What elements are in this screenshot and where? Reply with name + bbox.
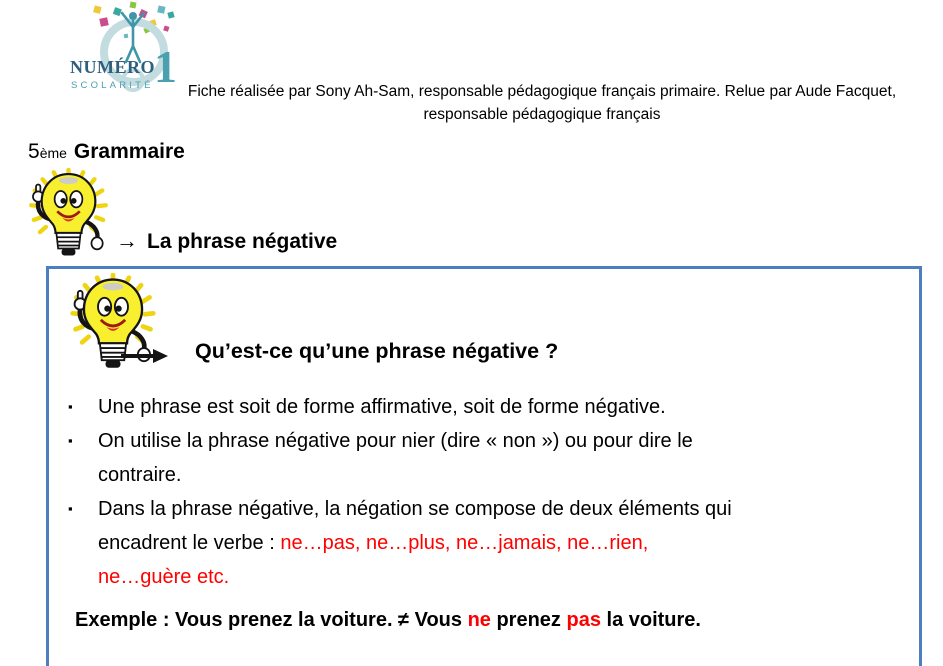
bullet-text — [98, 424, 905, 492]
bullet-text — [98, 492, 905, 594]
logo-brand-name: NUMÉRO — [70, 57, 155, 77]
bullet-text-line — [98, 560, 905, 594]
text-segment: Dans la phrase négative, la négation se compose de deux éléments qui — [98, 498, 732, 520]
arrow-right-icon: → — [116, 228, 138, 253]
credit-line: Fiche réalisée par Sony Ah-Sam, responsable pédagogique français primaire. Relue par Aude Facquet, responsable pédagogique français — [187, 83, 897, 123]
lightbulb-mascot-icon — [25, 168, 112, 265]
text-segment: On utilise la phrase négative pour nier (dire « non ») ou pour dire le — [98, 430, 693, 452]
bullet-marker-icon: ▪ — [68, 433, 73, 448]
lesson-title — [116, 228, 337, 254]
bullet-text-line — [98, 424, 905, 458]
negation-term: pas — [566, 609, 601, 631]
text-segment: la voiture. — [600, 609, 701, 631]
box-title: Qu’est-ce qu’une phrase négative ? — [195, 339, 559, 363]
grade-number: 5 — [28, 140, 40, 163]
bullet-item — [65, 424, 905, 492]
bullet-text-line — [98, 526, 905, 560]
negation-term: ne — [467, 609, 491, 631]
bullet-item — [65, 390, 905, 424]
bullet-text-line — [98, 390, 905, 424]
arrow-right-icon — [121, 347, 169, 365]
negation-term: ne…guère etc. — [98, 566, 230, 588]
text-segment: encadrent le verbe : — [98, 532, 281, 554]
negation-term: ne…pas, ne…plus, ne…jamais, ne…rien, — [280, 532, 649, 554]
bullet-marker-icon: ▪ — [68, 399, 73, 414]
grade-suffix: ème — [39, 145, 67, 161]
logo-brand-number: 1 — [154, 41, 177, 92]
lesson-title-text: La phrase négative — [147, 230, 338, 253]
bullet-text-line — [98, 492, 905, 526]
bullet-item — [65, 492, 905, 594]
bullet-text-line — [98, 458, 905, 492]
example-sentence — [75, 609, 701, 632]
bullet-list — [65, 390, 905, 594]
grade-subject-heading — [28, 140, 185, 164]
text-segment: Exemple : Vous prenez la voiture. ≠ Vous — [75, 609, 468, 631]
text-segment: contraire. — [98, 464, 182, 486]
definition-box — [46, 266, 922, 666]
text-segment: prenez — [490, 609, 567, 631]
text-segment: Une phrase est soit de forme affirmative, soit de forme négative. — [98, 396, 666, 418]
subject-label: Grammaire — [73, 140, 185, 163]
bullet-marker-icon: ▪ — [68, 501, 73, 516]
logo-brand-subtitle: SCOLARITÉ — [71, 80, 154, 91]
bullet-text — [98, 390, 905, 424]
